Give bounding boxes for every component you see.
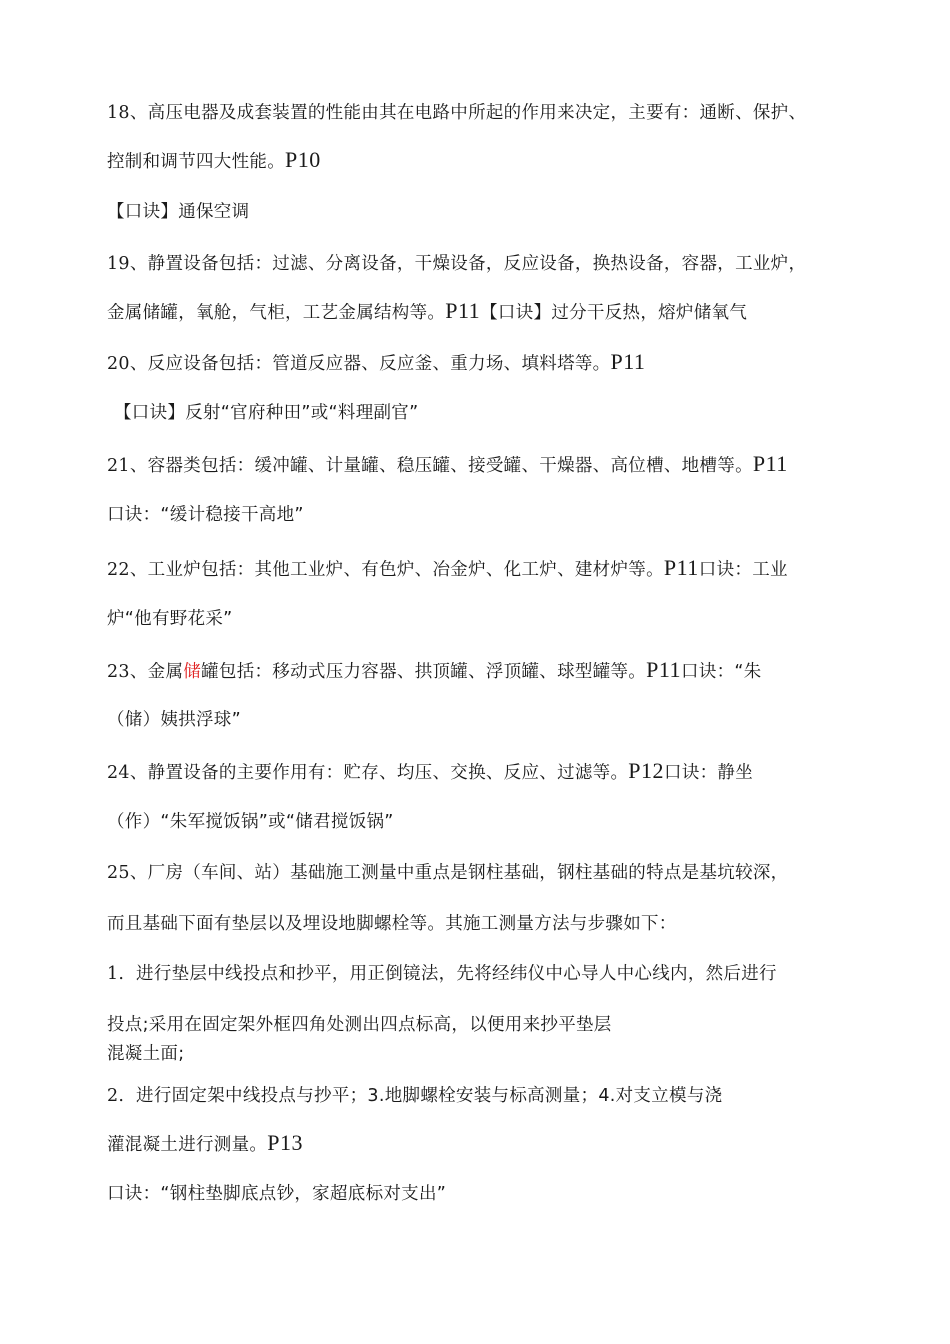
page-reference: P13 bbox=[267, 1130, 303, 1155]
mnemonic-text: 口诀：工业 bbox=[698, 560, 788, 580]
step-1-line-1 bbox=[107, 962, 777, 986]
step-1-line-2 bbox=[107, 1013, 612, 1037]
item-18-line-1 bbox=[107, 101, 806, 125]
step-text: 投点;采用在固定架外框四角处测出四点标高，以便用来抄平垫层 bbox=[107, 1015, 612, 1035]
page-reference: P12 bbox=[628, 758, 665, 783]
item-19-line-1 bbox=[107, 252, 806, 276]
mnemonic-text: 【口诀】反射“官府种田”或“料理副官” bbox=[114, 403, 419, 423]
page-reference: P11 bbox=[663, 555, 699, 580]
step-number: 1. bbox=[107, 964, 125, 984]
mnemonic-text: 口诀：静坐 bbox=[664, 763, 754, 783]
item-20-line-1 bbox=[107, 350, 645, 376]
item-number: 24、 bbox=[107, 763, 148, 783]
mnemonic-18 bbox=[107, 200, 249, 224]
step-number: 2. bbox=[107, 1086, 125, 1106]
item-21-line-1 bbox=[107, 452, 788, 478]
item-text: 静置设备的主要作用有：贮存、均压、交换、反应、过滤等。 bbox=[147, 763, 629, 783]
item-text: 容器类包括：缓冲罐、计量罐、稳压罐、接受罐、干燥器、高位槽、地槽等。 bbox=[147, 456, 753, 476]
item-text: 而且基础下面有垫层以及埋设地脚螺栓等。其施工测量方法与步骤如下： bbox=[107, 914, 677, 934]
item-number: 20、 bbox=[107, 354, 148, 374]
item-24-line-2 bbox=[107, 810, 394, 834]
mnemonic-text: 【口诀】通保空调 bbox=[107, 202, 250, 222]
page-reference: P11 bbox=[646, 657, 682, 682]
page-reference: P11 bbox=[610, 349, 646, 374]
item-24-line-1 bbox=[107, 759, 753, 785]
mnemonic-text: 炉“他有野花采” bbox=[107, 609, 233, 629]
page-reference: P11 bbox=[752, 451, 788, 476]
item-text: 反应设备包括：管道反应器、反应釜、重力场、填料塔等。 bbox=[147, 354, 611, 374]
item-text: 金属 bbox=[147, 662, 184, 682]
item-number: 19、 bbox=[107, 254, 148, 274]
mnemonic-text: （储）姨拱浮球” bbox=[107, 710, 241, 730]
step-text: 进行垫层中线投点和抄平，用正倒镜法，先将经纬仪中心导人中心线内，然后进行 bbox=[124, 964, 777, 984]
mnemonic-text: 【口诀】过分干反热，熔炉储氧气 bbox=[480, 303, 748, 323]
item-number: 22、 bbox=[107, 560, 148, 580]
mnemonic-text: 口诀：“钢柱垫脚底点钞，家超底标对支出” bbox=[107, 1184, 447, 1204]
item-text: 控制和调节四大性能。 bbox=[107, 152, 285, 172]
item-23-line-1 bbox=[107, 658, 762, 684]
item-25-line-1 bbox=[107, 861, 788, 885]
item-number: 23、 bbox=[107, 662, 148, 682]
item-25-line-2 bbox=[107, 912, 677, 936]
item-19-line-2 bbox=[107, 299, 747, 325]
item-text: 高压电器及成套装置的性能由其在电路中所起的作用来决定，主要有：通断、保护、 bbox=[147, 103, 807, 123]
page-reference: P10 bbox=[285, 147, 321, 172]
item-number: 18、 bbox=[107, 103, 148, 123]
step-text: 进行固定架中线投点与抄平；3.地脚螺栓安装与标高测量；4.对支立模与浇 bbox=[124, 1086, 723, 1106]
item-22-line-1 bbox=[107, 556, 788, 582]
item-text: 厂房（车间、站）基础施工测量中重点是钢柱基础，钢柱基础的特点是基坑较深， bbox=[147, 863, 789, 883]
mnemonic-25 bbox=[107, 1182, 446, 1206]
item-text: 罐包括：移动式压力容器、拱顶罐、浮顶罐、球型罐等。 bbox=[201, 662, 647, 682]
mnemonic-text: 口诀：“朱 bbox=[681, 662, 762, 682]
item-text: 静置设备包括：过滤、分离设备，干燥设备，反应设备，换热设备，容器，工业炉， bbox=[147, 254, 807, 274]
item-18-line-2 bbox=[107, 148, 321, 174]
item-text: 金属储罐，氧舱，气柜，工艺金属结构等。 bbox=[107, 303, 446, 323]
item-22-line-2 bbox=[107, 607, 233, 631]
item-23-line-2 bbox=[107, 708, 241, 732]
step-2-line-2 bbox=[107, 1131, 303, 1157]
mnemonic-text: （作）“朱军搅饭锅”或“储君搅饭锅” bbox=[107, 812, 394, 832]
step-2-line-1 bbox=[107, 1084, 722, 1108]
highlighted-char: 储 bbox=[183, 662, 202, 682]
page-reference: P11 bbox=[445, 298, 481, 323]
item-text: 工业炉包括：其他工业炉、有色炉、冶金炉、化工炉、建材炉等。 bbox=[147, 560, 664, 580]
item-number: 25、 bbox=[107, 863, 148, 883]
mnemonic-20 bbox=[114, 401, 418, 425]
mnemonic-21 bbox=[107, 503, 304, 527]
step-text: 灌混凝土进行测量。 bbox=[107, 1135, 268, 1155]
item-number: 21、 bbox=[107, 456, 148, 476]
step-1-line-3 bbox=[107, 1042, 184, 1066]
step-text: 混凝土面; bbox=[107, 1044, 185, 1064]
mnemonic-text: 口诀：“缓计稳接干高地” bbox=[107, 505, 304, 525]
